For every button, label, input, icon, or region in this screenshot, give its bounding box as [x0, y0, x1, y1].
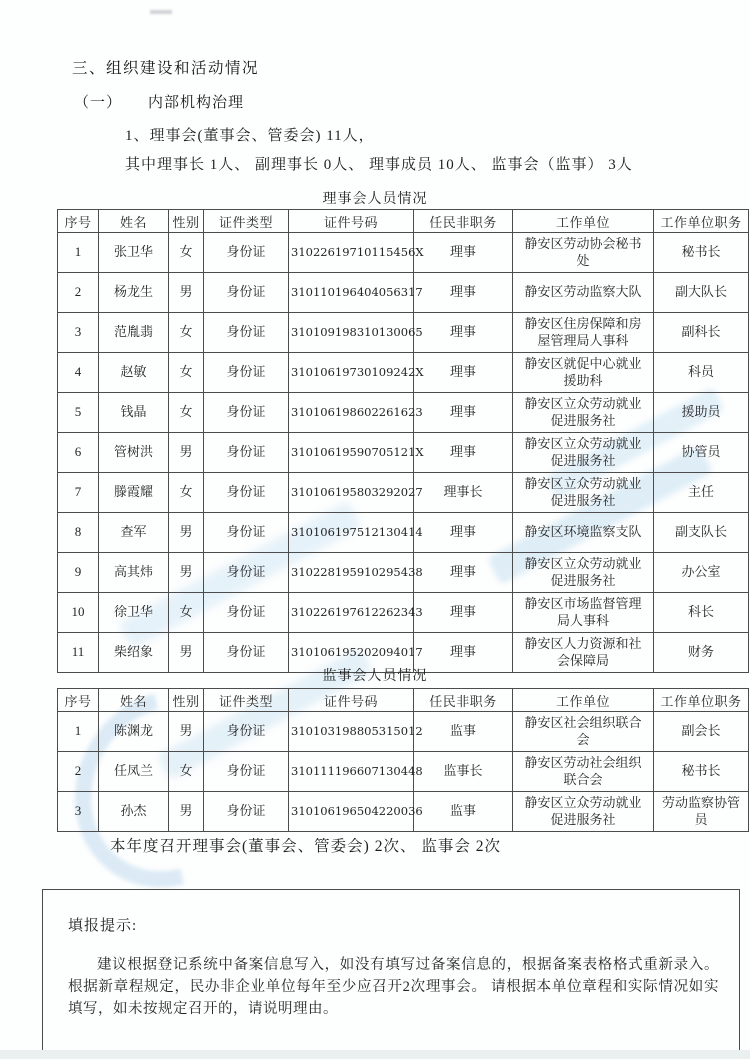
table-cell: 协管员 [654, 433, 749, 473]
table-cell: 理事 [414, 313, 513, 353]
table-row [58, 553, 749, 593]
column-header: 任民非职务 [414, 210, 513, 233]
notice-box [42, 889, 740, 1059]
table-cell: 理事长 [414, 473, 513, 513]
table-cell: 杨龙生 [99, 273, 169, 313]
table-cell: 理事 [414, 393, 513, 433]
table-cell: 身份证 [204, 433, 289, 473]
table-cell: 静安区社会组织联合会 [513, 712, 654, 752]
table-cell: 静安区劳动社会组织联合会 [513, 752, 654, 792]
supervisor-table-title: 监事会人员情况 [322, 669, 428, 684]
column-header: 序号 [58, 689, 99, 712]
table-cell: 科长 [654, 593, 749, 633]
table-cell: 310103198805315012 [289, 712, 414, 752]
table-cell: 静安区劳动协会秘书处 [513, 233, 654, 273]
table-cell: 理事 [414, 513, 513, 553]
table-cell: 女 [169, 593, 204, 633]
table-row [58, 313, 749, 353]
table-cell: 陈渊龙 [99, 712, 169, 752]
table-cell: 张卫华 [99, 233, 169, 273]
table-cell: 身份证 [204, 553, 289, 593]
table-cell: 男 [169, 633, 204, 673]
table-cell: 副大队长 [654, 273, 749, 313]
table-row [58, 593, 749, 633]
table-cell: 4 [58, 353, 99, 393]
table-cell: 静安区立众劳动就业促进服务社 [513, 393, 654, 433]
table-cell: 财务 [654, 633, 749, 673]
table-cell: 310106196504220036 [289, 792, 414, 832]
subsection-number: （一） [74, 95, 123, 111]
table-row [58, 233, 749, 273]
table-cell: 6 [58, 433, 99, 473]
table-cell: 监事 [414, 792, 513, 832]
table-cell: 男 [169, 553, 204, 593]
subsection-heading [74, 91, 244, 112]
table-cell: 副会长 [654, 712, 749, 752]
table-cell: 静安区立众劳动就业促进服务社 [513, 433, 654, 473]
table-cell: 监事 [414, 712, 513, 752]
table-cell: 劳动监察协管员 [654, 792, 749, 832]
table-cell: 副科长 [654, 313, 749, 353]
table-row [58, 513, 749, 553]
table-cell: 秘书长 [654, 752, 749, 792]
header-row [58, 210, 749, 233]
table-cell: 身份证 [204, 393, 289, 433]
table-cell: 310228195910295438 [289, 553, 414, 593]
column-header: 证件号码 [289, 210, 414, 233]
table-cell: 男 [169, 712, 204, 752]
table-cell: 31010619730109242X [289, 353, 414, 393]
table-cell: 3 [58, 313, 99, 353]
table-cell: 主任 [654, 473, 749, 513]
table-cell: 副支队长 [654, 513, 749, 553]
table-cell: 女 [169, 353, 204, 393]
table-row [58, 273, 749, 313]
table-cell: 10 [58, 593, 99, 633]
table-cell: 任凤兰 [99, 752, 169, 792]
table-cell: 5 [58, 393, 99, 433]
table-cell: 静安区立众劳动就业促进服务社 [513, 473, 654, 513]
table-row [58, 353, 749, 393]
table-cell: 男 [169, 513, 204, 553]
table-cell: 管树洪 [99, 433, 169, 473]
table-cell: 高其炜 [99, 553, 169, 593]
table-cell: 女 [169, 393, 204, 433]
table-row [58, 792, 749, 832]
column-header: 工作单位 [513, 689, 654, 712]
table-row [58, 433, 749, 473]
table-cell: 2 [58, 752, 99, 792]
table-cell: 范胤翡 [99, 313, 169, 353]
table-cell: 女 [169, 233, 204, 273]
table-cell: 监事长 [414, 752, 513, 792]
table-cell: 秘书长 [654, 233, 749, 273]
table-cell: 柴绍象 [99, 633, 169, 673]
meetings-held-line: 本年度召开理事会(董事会、管委会) 2次、 监事会 2次 [110, 838, 501, 855]
table-cell: 身份证 [204, 792, 289, 832]
table-cell: 静安区人力资源和社会保障局 [513, 633, 654, 673]
table-cell: 徐卫华 [99, 593, 169, 633]
table-cell: 钱晶 [99, 393, 169, 433]
council-table [57, 209, 749, 673]
table-cell: 理事 [414, 553, 513, 593]
table-cell: 理事 [414, 233, 513, 273]
table-cell: 静安区就促中心就业援助科 [513, 353, 654, 393]
column-header: 证件类型 [204, 689, 289, 712]
table-cell: 男 [169, 273, 204, 313]
notice-title: 填报提示: [68, 918, 138, 934]
column-header: 序号 [58, 210, 99, 233]
council-count-line: 1、理事会(董事会、管委会) 11人， [125, 128, 375, 144]
table-cell: 3 [58, 792, 99, 832]
column-header: 证件号码 [289, 689, 414, 712]
table-cell: 身份证 [204, 633, 289, 673]
table-cell: 310111196607130448 [289, 752, 414, 792]
table-cell: 理事 [414, 273, 513, 313]
column-header: 任民非职务 [414, 689, 513, 712]
column-header: 工作单位职务 [654, 689, 749, 712]
column-header: 工作单位职务 [654, 210, 749, 233]
table-cell: 身份证 [204, 513, 289, 553]
table-cell: 310106195803292027 [289, 473, 414, 513]
table-cell: 身份证 [204, 273, 289, 313]
column-header: 工作单位 [513, 210, 654, 233]
council-table-title: 理事会人员情况 [322, 192, 428, 207]
table-cell: 滕霞耀 [99, 473, 169, 513]
table-cell: 7 [58, 473, 99, 513]
table-cell: 身份证 [204, 313, 289, 353]
table-cell: 援助员 [654, 393, 749, 433]
table-cell: 310109198310130065 [289, 313, 414, 353]
column-header: 性别 [169, 210, 204, 233]
table-cell: 9 [58, 553, 99, 593]
table-cell: 310106195202094017 [289, 633, 414, 673]
header-row [58, 689, 749, 712]
table-cell: 静安区立众劳动就业促进服务社 [513, 553, 654, 593]
table-cell: 310110196404056317 [289, 273, 414, 313]
table-cell: 男 [169, 792, 204, 832]
section-title: 三、组织建设和活动情况 [72, 60, 260, 77]
table-cell: 身份证 [204, 593, 289, 633]
table-cell: 办公室 [654, 553, 749, 593]
table-cell: 赵敏 [99, 353, 169, 393]
table-cell: 31010619590705121X [289, 433, 414, 473]
table-cell: 静安区市场监督管理局人事科 [513, 593, 654, 633]
table-cell: 静安区住房保障和房屋管理局人事科 [513, 313, 654, 353]
table-cell: 31022619710115456X [289, 233, 414, 273]
table-cell: 科员 [654, 353, 749, 393]
table-cell: 310106198602261623 [289, 393, 414, 433]
scan-edge-strip [0, 1050, 750, 1059]
table-cell: 理事 [414, 633, 513, 673]
supervisor-table [57, 688, 749, 832]
column-header: 证件类型 [204, 210, 289, 233]
table-cell: 理事 [414, 353, 513, 393]
column-header: 性别 [169, 689, 204, 712]
table-cell: 理事 [414, 433, 513, 473]
table-cell: 静安区立众劳动就业促进服务社 [513, 792, 654, 832]
table-cell: 2 [58, 273, 99, 313]
notice-body: 建议根据登记系统中备案信息写入，如没有填写过备案信息的，根据备案表格格式重新录入。根据新章程规定，民办非企业单位每年至少应召开2次理事会。 请根据本单位章程和实际情况如实填写，如未按规定召开的，请说明理由。 [68, 957, 719, 1017]
table-cell: 静安区环境监察支队 [513, 513, 654, 553]
table-row [58, 473, 749, 513]
table-cell: 身份证 [204, 353, 289, 393]
table-row [58, 393, 749, 433]
table-cell: 女 [169, 313, 204, 353]
table-cell: 男 [169, 433, 204, 473]
table-cell: 静安区劳动监察大队 [513, 273, 654, 313]
table-cell: 8 [58, 513, 99, 553]
table-cell: 身份证 [204, 712, 289, 752]
column-header: 姓名 [99, 210, 169, 233]
table-cell: 310226197612262343 [289, 593, 414, 633]
table-row [58, 712, 749, 752]
table-cell: 女 [169, 752, 204, 792]
subsection-title: 内部机构治理 [148, 95, 245, 111]
table-cell: 查军 [99, 513, 169, 553]
table-cell: 理事 [414, 593, 513, 633]
table-cell: 身份证 [204, 473, 289, 513]
table-cell: 身份证 [204, 233, 289, 273]
table-cell: 310106197512130414 [289, 513, 414, 553]
table-cell: 身份证 [204, 752, 289, 792]
table-cell: 1 [58, 712, 99, 752]
table-cell: 1 [58, 233, 99, 273]
table-cell: 孙杰 [99, 792, 169, 832]
column-header: 姓名 [99, 689, 169, 712]
composition-line: 其中理事长 1人、 副理事长 0人、 理事成员 10人、 监事会（监事） 3人 [125, 157, 633, 173]
table-cell: 女 [169, 473, 204, 513]
scan-speckle [150, 10, 172, 14]
table-row [58, 752, 749, 792]
table-cell: 11 [58, 633, 99, 673]
